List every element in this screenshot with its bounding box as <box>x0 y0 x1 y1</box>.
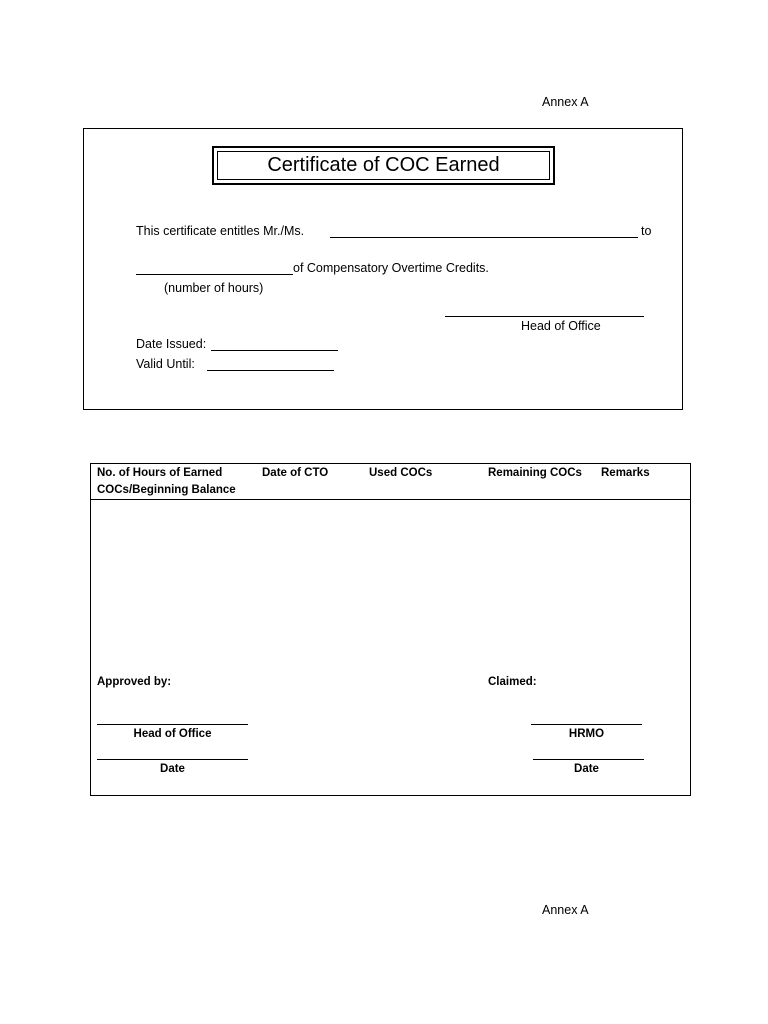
valid-until-label: Valid Until: <box>136 357 195 371</box>
certificate-title: Certificate of COC Earned <box>217 151 550 180</box>
col-header-beginning-balance: COCs/Beginning Balance <box>97 484 236 496</box>
approver-date-label: Date <box>160 763 185 775</box>
annex-label-bottom: Annex A <box>542 903 589 917</box>
entitles-text: This certificate entitles Mr./Ms. <box>136 224 305 238</box>
ledger-box <box>90 463 691 796</box>
hours-blank-line <box>136 274 293 275</box>
valid-until-blank-line <box>207 370 334 371</box>
date-issued-blank-line <box>211 350 338 351</box>
certificate-title-frame <box>212 146 555 185</box>
date-issued-label: Date Issued: <box>136 337 207 351</box>
hrmo-date-label: Date <box>574 763 599 775</box>
approver-date-line <box>97 759 248 760</box>
approver-head-of-office-label: Head of Office <box>133 728 212 740</box>
col-header-remaining-cocs: Remaining COCs <box>488 467 582 479</box>
head-of-office-label: Head of Office <box>521 319 601 333</box>
col-header-remarks: Remarks <box>601 467 650 479</box>
hrmo-label: HRMO <box>568 728 605 740</box>
ledger-header-divider <box>90 499 691 500</box>
approver-signature-line <box>97 724 248 725</box>
annex-label-top: Annex A <box>542 95 589 109</box>
col-header-used-cocs: Used COCs <box>369 467 433 479</box>
col-header-date-of-cto: Date of CTO <box>262 467 329 479</box>
approved-by-label: Approved by: <box>97 676 172 688</box>
signature-line <box>445 316 644 317</box>
hours-caption: (number of hours) <box>164 281 264 295</box>
claimed-label: Claimed: <box>488 676 537 688</box>
hrmo-signature-line <box>531 724 642 725</box>
name-blank-line <box>330 237 638 238</box>
to-text: to <box>641 224 652 238</box>
hrmo-date-line <box>533 759 644 760</box>
col-header-hours-earned: No. of Hours of Earned <box>97 467 223 479</box>
credits-text: of Compensatory Overtime Credits. <box>293 261 489 275</box>
